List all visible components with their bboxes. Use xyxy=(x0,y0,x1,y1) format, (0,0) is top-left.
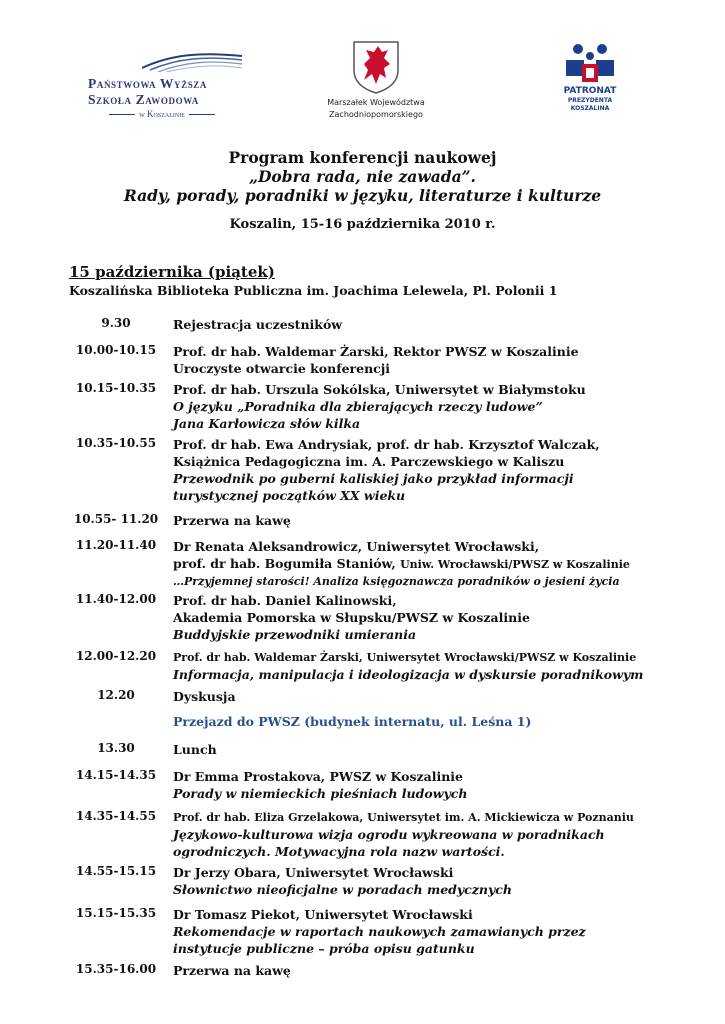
session-time: 14.55-15.15 xyxy=(75,864,157,878)
title-line3: Rady, porady, poradniki w języku, literaturze i kulturze xyxy=(123,186,602,205)
session-line xyxy=(173,538,630,555)
session-line xyxy=(173,381,586,398)
title-line2: „Dobra rada, nie zawada”. xyxy=(249,167,476,186)
waves-icon xyxy=(142,46,242,72)
session-time: 10.35-10.55 xyxy=(75,436,157,450)
session-line-text: Uroczyste otwarcie konferencji xyxy=(173,361,391,376)
session-line-text: instytucje publiczne – próba opisu gatunku xyxy=(173,941,475,956)
session-line-text: O języku „Poradnika dla zbierających rzeczy ludowe” xyxy=(173,399,543,414)
session-line-text: Prof. dr hab. Ewa Andrysiak, prof. dr hab. Krzysztof Walczak, xyxy=(173,437,600,452)
session-line-text: Prof. dr hab. Eliza Grzelakowa, Uniwersytet im. A. Mickiewicza w Poznaniu xyxy=(173,811,634,824)
session-line xyxy=(173,923,586,940)
session-content xyxy=(173,864,512,898)
marszalek-line1: Marszałek Województwa xyxy=(327,98,425,107)
session-time: 9.30 xyxy=(101,316,131,330)
people-emblem-icon xyxy=(560,42,620,84)
session-time: 14.35-14.55 xyxy=(75,809,157,823)
session-content xyxy=(173,741,217,758)
venue: Koszalińska Biblioteka Publiczna im. Joachima Lelewela, Pl. Polonii 1 xyxy=(69,283,558,298)
session-line-text: …Przyjemnej starości! Analiza księgoznawcza poradników o jesieni życia xyxy=(173,575,620,588)
session-line-text: Prof. dr hab. Waldemar Żarski, Rektor PWSZ w Koszalinie xyxy=(173,344,579,359)
session-line-text: Rekomendacje w raportach naukowych zamawianych przez xyxy=(173,924,586,939)
session-content xyxy=(173,381,586,432)
session-line xyxy=(173,713,531,730)
session-line-text: Przewodnik po guberni kaliskiej jako przykład informacji xyxy=(173,471,574,486)
session-content xyxy=(173,688,236,705)
session-time: 14.15-14.35 xyxy=(75,768,157,782)
session-line xyxy=(173,881,512,898)
session-line xyxy=(173,741,217,758)
session-content xyxy=(173,343,579,377)
session-content xyxy=(173,809,634,860)
session-line xyxy=(173,626,530,643)
session-line xyxy=(173,864,512,881)
session-line xyxy=(173,768,467,785)
pwsz-line2: Szkoła Zawodowa xyxy=(88,92,199,107)
patronat-line3: KOSZALINA xyxy=(570,105,610,112)
session-line-text: Prof. dr hab. Waldemar Żarski, Uniwersytet Wrocławski/PWSZ w Koszalinie xyxy=(173,651,637,664)
pwsz-line3-wrap xyxy=(88,109,236,119)
session-line-text: Buddyjskie przewodniki umierania xyxy=(173,627,417,642)
session-time: 12.20 xyxy=(97,688,135,702)
session-line xyxy=(173,316,342,333)
session-content xyxy=(173,316,342,333)
session-line-text: Prof. dr hab. Urszula Sokólska, Uniwersytet w Białymstoku xyxy=(173,382,586,397)
session-content xyxy=(173,906,586,957)
session-line xyxy=(173,453,600,470)
session-content xyxy=(173,512,291,529)
session-line-text: Dr Renata Aleksandrowicz, Uniwersytet Wrocławski, xyxy=(173,539,540,554)
session-line-text: Rejestracja uczestników xyxy=(173,317,343,332)
session-line xyxy=(173,826,634,843)
session-time: 11.40-12.00 xyxy=(75,592,157,606)
patronat-line1: PATRONAT xyxy=(563,86,617,96)
pwsz-line3: w Koszalinie xyxy=(139,109,185,119)
session-line-text: Porady w niemieckich pieśniach ludowych xyxy=(173,786,468,801)
session-line xyxy=(173,573,630,590)
session-content xyxy=(173,592,530,643)
session-line xyxy=(173,843,634,860)
session-line-text: Przejazd do PWSZ (budynek internatu, ul. Leśna 1) xyxy=(173,714,532,729)
marszalek-line2: Zachodniopomorskiego xyxy=(329,110,423,119)
session-line xyxy=(173,785,467,802)
session-content xyxy=(173,538,630,590)
logo-patronat xyxy=(560,42,620,126)
session-time: 10.55- 11.20 xyxy=(73,512,159,526)
session-content xyxy=(173,436,600,504)
session-line xyxy=(173,436,600,453)
session-line-text: Dr Tomasz Piekot, Uniwersytet Wrocławski xyxy=(173,907,473,922)
session-time: 15.15-15.35 xyxy=(75,906,157,920)
session-content xyxy=(173,713,531,730)
session-line xyxy=(173,470,600,487)
session-time: 13.30 xyxy=(97,741,135,755)
session-line xyxy=(173,398,586,415)
session-line xyxy=(173,940,586,957)
griffin-shield-icon xyxy=(352,40,400,94)
session-line-text: Dr Jerzy Obara, Uniwersytet Wrocławski xyxy=(173,865,454,880)
session-content xyxy=(173,649,643,683)
session-line xyxy=(173,487,600,504)
session-time: 10.00-10.15 xyxy=(75,343,157,357)
session-content xyxy=(173,768,467,802)
session-line-text: Lunch xyxy=(173,742,217,757)
pwsz-line1: Państwowa Wyższa xyxy=(88,76,207,91)
patronat-line2: PREZYDENTA xyxy=(567,97,613,104)
session-line xyxy=(173,809,634,826)
session-line-text: turystycznej początków XX wieku xyxy=(173,488,406,503)
session-time: 10.15-10.35 xyxy=(75,381,157,395)
session-line xyxy=(173,555,630,573)
session-line-text: Językowo-kulturowa wizja ogrodu wykreowana w poradnikach xyxy=(173,827,605,842)
session-line xyxy=(173,688,236,705)
session-content xyxy=(173,962,291,979)
session-time: 11.20-11.40 xyxy=(75,538,157,552)
session-line-text: Dr Emma Prostakova, PWSZ w Koszalinie xyxy=(173,769,464,784)
session-line-text: Książnica Pedagogiczna im. A. Parczewskiego w Kaliszu xyxy=(173,454,565,469)
session-line-text: Akademia Pomorska w Słupsku/PWSZ w Koszalinie xyxy=(173,610,530,625)
session-line xyxy=(173,592,530,609)
session-time: 12.00-12.20 xyxy=(75,649,157,663)
session-line xyxy=(173,649,643,666)
session-line xyxy=(173,343,579,360)
session-line xyxy=(173,962,291,979)
session-line-text: prof. dr hab. Bogumiła Staniów, xyxy=(173,556,401,571)
session-line xyxy=(173,415,586,432)
session-line-affiliation: Uniw. Wrocławski/PWSZ w Koszalinie xyxy=(400,558,630,571)
session-line-text: Słownictwo nieoficjalne w poradach medycznych xyxy=(173,882,512,897)
session-time: 15.35-16.00 xyxy=(75,962,157,976)
day-heading: 15 października (piątek) xyxy=(69,263,275,281)
title-line1: Program konferencji naukowej xyxy=(228,148,497,167)
session-line xyxy=(173,360,579,377)
session-line-text: Prof. dr hab. Daniel Kalinowski, xyxy=(173,593,397,608)
logo-pwsz xyxy=(88,46,248,126)
session-line xyxy=(173,906,586,923)
session-line xyxy=(173,666,643,683)
logo-marszalek xyxy=(316,40,436,130)
session-line-text: Dyskusja xyxy=(173,689,236,704)
place-date: Koszalin, 15-16 października 2010 r. xyxy=(229,217,496,232)
session-line-text: Informacja, manipulacja i ideologizacja w dyskursie poradnikowym xyxy=(173,667,644,682)
session-line-text: ogrodniczych. Motywacyjna rola nazw wartości. xyxy=(173,844,505,859)
session-line-text: Przerwa na kawę xyxy=(173,513,291,528)
session-line xyxy=(173,512,291,529)
session-line-text: Jana Karłowicza słów kilka xyxy=(173,416,361,431)
session-line xyxy=(173,609,530,626)
session-line-text: Przerwa na kawę xyxy=(173,963,291,978)
